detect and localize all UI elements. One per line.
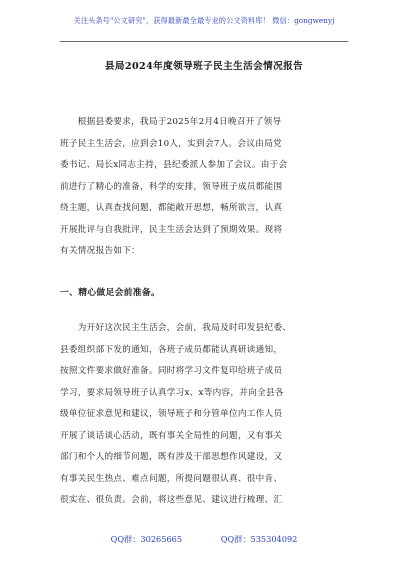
paragraph-line: 级单位征求意见和建议，领导班子和分管单位内工作人员 <box>60 409 283 419</box>
footer <box>0 534 408 545</box>
header-banner: 关注头条号"公文研究"，获得最新最全最专业的公文资料库！ 微信：gongwenyj <box>73 16 335 25</box>
paragraph-intro <box>60 112 350 263</box>
paragraph-line: 有事关民生热点、难点问题，所提问题很认真、很中肯、 <box>60 473 283 484</box>
document-title: 县局2024年度领导班子民主生活会情况报告 <box>104 61 304 72</box>
paragraph-line: 根据县委要求，我局于2025年2月4日晚召开了领导 <box>60 117 282 127</box>
paragraph-line: 为开好这次民主生活会，会前，我局及时印发县纪委、 <box>60 323 292 333</box>
paragraph-line: 委书记、局长x同志主持，县纪委派人参加了会议。由于会 <box>60 160 288 170</box>
footer-qq-group-1: QQ群：30265665 <box>110 534 183 544</box>
header-divider <box>60 41 348 42</box>
paragraph-line: 绕主题，认真查找问题，都能敞开思想，畅所欲言，认真 <box>60 203 283 213</box>
paragraph-preparation <box>60 318 350 512</box>
footer-qq-group-2: QQ群：535304092 <box>220 534 298 544</box>
paragraph-line: 有关情况报告如下： <box>60 246 141 256</box>
paragraph-line: 班子民主生活会，应到会10人，实到会7人。会议由局党 <box>60 138 282 149</box>
paragraph-line: 前进行了精心的准备，科学的安排，领导班子成员都能围 <box>60 181 283 192</box>
section-heading: 一、精心做足会前准备。 <box>60 288 161 298</box>
paragraph-line: 开展批评与自我批评，民主生活会达到了预期效果。现将 <box>60 224 283 235</box>
paragraph-line: 县委组织部下发的通知，各班子成员都能认真研读通知， <box>60 344 283 355</box>
paragraph-line: 学习，要求局领导班子认真学习x、x等内容，并向全县各 <box>60 387 284 398</box>
paragraph-line: 很实在、很负责。会前，将这些意见、建议进行梳理、汇 <box>60 495 283 505</box>
paragraph-line: 部门和个人的细节问题，既有涉及干部思想作风建设，又 <box>60 452 283 462</box>
paragraph-line: 按照文件要求做好准备。同时将学习文件复印给班子成员 <box>60 366 283 376</box>
paragraph-line: 开展了谈话谈心活动，既有事关全局性的问题，又有事关 <box>60 430 283 441</box>
